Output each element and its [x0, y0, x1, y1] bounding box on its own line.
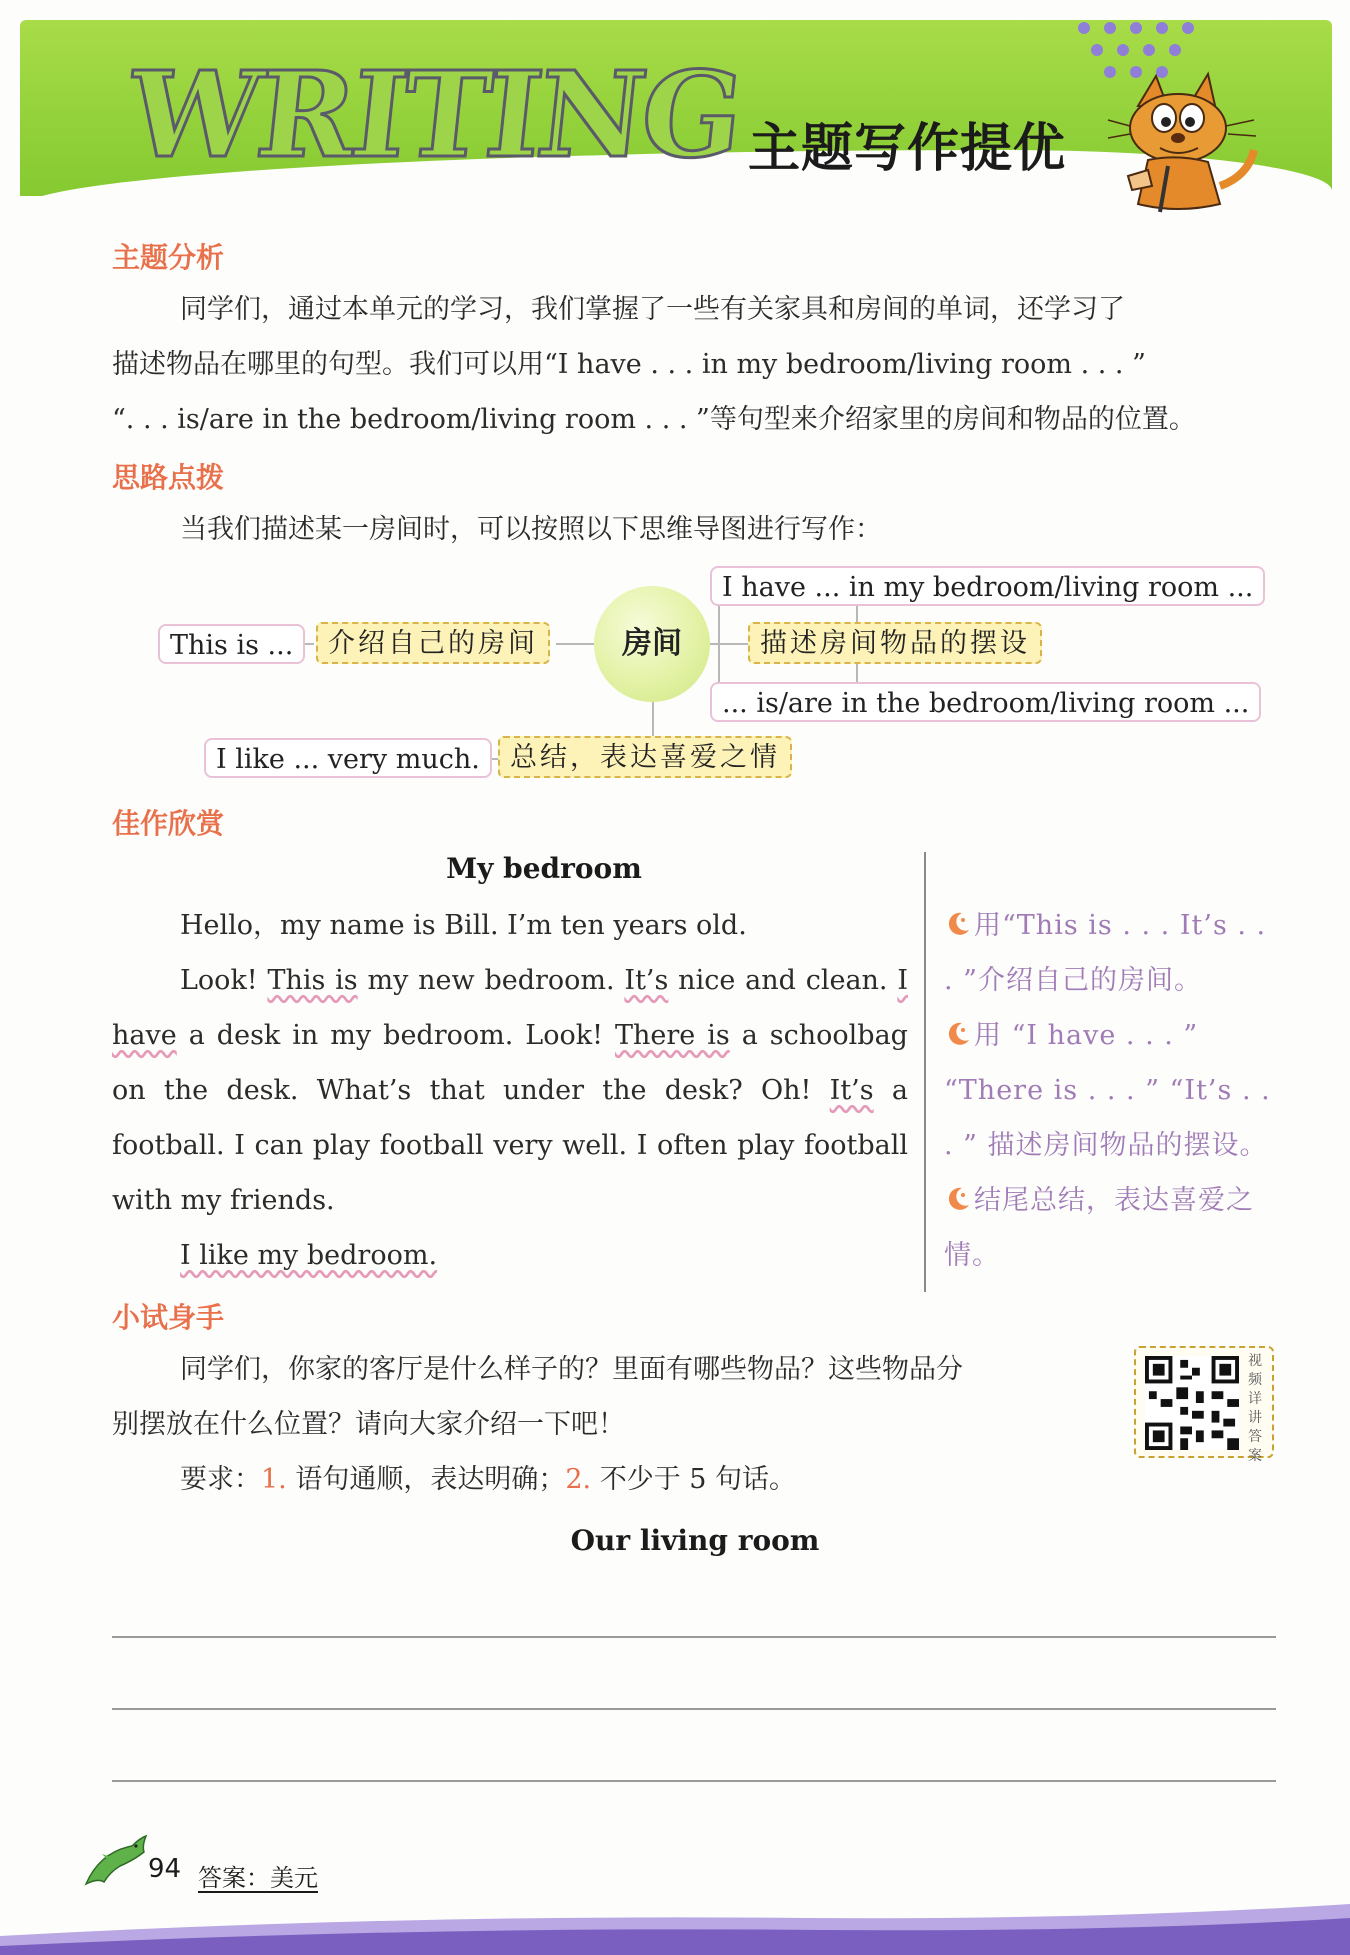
mindmap-right-bottom-en: ... is/are in the bedroom/living room ... — [710, 682, 1261, 722]
note-3-text: 结尾总结，表达喜爱之情。 — [944, 1185, 1254, 1271]
essay-text: nice and clean. — [668, 965, 898, 996]
practice-title: Our living room — [570, 1524, 820, 1557]
page-title: 主题写作提优 — [748, 119, 1067, 179]
section-heading-tips: 思路点拨 — [112, 461, 225, 494]
essay-text: a schoolbag on the desk. What’s that under the desk? Oh! — [112, 1020, 908, 1106]
essay-highlight-there-is: There is — [614, 1020, 730, 1051]
writing-line-3[interactable] — [112, 1780, 1276, 1782]
moon-note-icon — [944, 910, 972, 938]
note-1 — [944, 898, 1276, 1008]
mindmap-hub: 房间 — [594, 586, 710, 702]
note-1-text: 用“This is . . . It’s . . . ”介绍自己的房间。 — [944, 910, 1267, 996]
tips-intro — [112, 502, 1282, 557]
previous-answer: 答案：美元 — [198, 1864, 318, 1892]
moon-note-icon — [944, 1020, 972, 1048]
footer-band — [0, 1896, 1350, 1955]
essay-divider — [924, 852, 926, 1292]
analysis-line-2: 描述物品在哪里的句型。我们可以用“I have . . . in my bedroom/living room . . . ” — [112, 349, 1146, 380]
mindmap-right-top-en: I have ... in my bedroom/living room ... — [710, 566, 1265, 606]
dolphin-icon — [80, 1832, 154, 1892]
req-1-text: 语句通顺，表达明确； — [286, 1464, 566, 1495]
mindmap-bottom-en: I like ... very much. — [204, 738, 492, 778]
analysis-line-3: “. . . is/are in the bedroom/living room . . . ”等句型来介绍家里的房间和物品的位置。 — [112, 404, 1196, 435]
essay-title: My bedroom — [446, 852, 642, 885]
writing-logo-text: WRITING — [121, 45, 746, 184]
page-number: 94 — [148, 1854, 182, 1884]
essay-text: Look! — [180, 965, 268, 996]
practice-requirements — [112, 1452, 1122, 1507]
qr-code-label: 视频详讲答案 — [1248, 1353, 1262, 1464]
mindmap-left-en: This is ... — [158, 624, 305, 664]
mindmap-left-cn: 介绍自己的房间 — [316, 622, 550, 664]
essay-highlight-i-like: I like my bedroom. — [180, 1240, 438, 1271]
section-heading-analysis: 主题分析 — [112, 241, 225, 274]
essay-notes — [944, 898, 1276, 1283]
req-1-number: 1. — [261, 1464, 287, 1495]
note-2-text: 用 “I have . . . ” “There is . . . ” “It’s . . . ” 描述房间物品的摆设。 — [944, 1020, 1271, 1161]
essay-text: a desk in my bedroom. Look! — [176, 1020, 615, 1051]
qr-code-icon — [1144, 1356, 1240, 1450]
section-heading-model: 佳作欣赏 — [112, 807, 225, 840]
req-2-text: 不少于 5 句话。 — [591, 1464, 797, 1495]
req-label: 要求： — [180, 1464, 261, 1495]
practice-line-1: 同学们，你家的客厅是什么样子的？里面有哪些物品？这些物品分 — [180, 1354, 963, 1385]
connector-left-cn — [556, 643, 596, 645]
essay-highlight-its-2: It’s — [829, 1075, 874, 1106]
essay-paragraph-2 — [112, 953, 908, 1228]
model-essay — [112, 898, 908, 1283]
analysis-line-1: 同学们，通过本单元的学习，我们掌握了一些有关家具和房间的单词，还学习了 — [180, 294, 1125, 325]
connector-right-cn — [710, 643, 750, 645]
practice-line-2: 别摆放在什么位置？请向大家介绍一下吧！ — [112, 1409, 625, 1440]
writing-line-1[interactable] — [112, 1636, 1276, 1638]
writing-logo — [121, 45, 746, 184]
essay-text: a football. I can play football very well. I often play football with my friends. — [112, 1075, 909, 1216]
req-2-number: 2. — [565, 1464, 592, 1495]
mindmap-bottom-cn: 总结，表达喜爱之情 — [498, 736, 792, 778]
tips-intro-line: 当我们描述某一房间时，可以按照以下思维导图进行写作： — [180, 514, 882, 545]
essay-highlight-its: It’s — [624, 965, 669, 996]
mindmap-right-cn: 描述房间物品的摆设 — [748, 622, 1042, 664]
writing-line-2[interactable] — [112, 1708, 1276, 1710]
cartoon-cat-icon — [1108, 66, 1258, 216]
practice-paragraph — [112, 1342, 1122, 1507]
moon-note-icon — [944, 1185, 972, 1213]
note-3 — [944, 1173, 1276, 1283]
essay-paragraph-1: Hello，my name is Bill. I’m ten years old. — [180, 910, 747, 941]
section-heading-practice: 小试身手 — [112, 1301, 225, 1334]
essay-text: my new bedroom. — [357, 965, 625, 996]
connector-bottom-arrow — [856, 662, 858, 684]
note-2 — [944, 1008, 1276, 1173]
essay-highlight-this-is: This is — [267, 965, 358, 996]
essay-highlight-i-have: I have — [112, 965, 908, 1051]
analysis-paragraph — [112, 282, 1282, 447]
essay-paragraph-3 — [112, 1228, 908, 1283]
